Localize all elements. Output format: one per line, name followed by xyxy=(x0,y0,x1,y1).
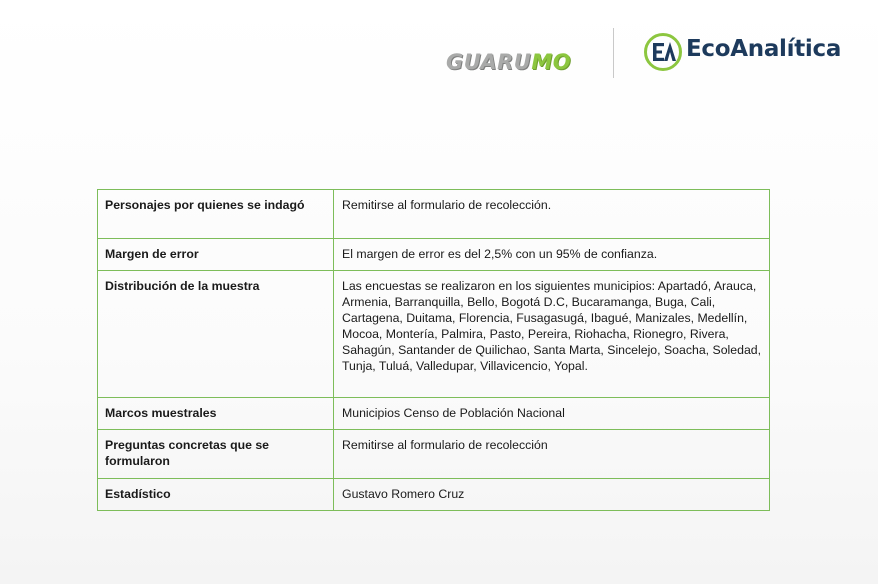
logo-divider xyxy=(613,28,614,78)
ecoanalitica-logo-icon xyxy=(643,32,683,72)
header-logos xyxy=(444,28,844,84)
table-row xyxy=(98,239,770,271)
row-value: Gustavo Romero Cruz xyxy=(334,479,770,511)
guarumo-logo: GUARUMO xyxy=(446,50,572,74)
ecoanalitica-logo-text: EcoAnalítica xyxy=(686,36,842,62)
row-label: Personajes por quienes se indagó xyxy=(98,190,334,239)
row-label: Marcos muestrales xyxy=(98,398,334,430)
table-row xyxy=(98,271,770,398)
row-label: Distribución de la muestra xyxy=(98,271,334,398)
row-value: Remitirse al formulario de recolección. xyxy=(334,190,770,239)
row-value: Remitirse al formulario de recolección xyxy=(334,430,770,479)
table-row xyxy=(98,398,770,430)
row-label: Estadístico xyxy=(98,479,334,511)
survey-info-table xyxy=(97,189,770,511)
row-label: Preguntas concretas que se formularon xyxy=(98,430,334,479)
row-label: Margen de error xyxy=(98,239,334,271)
table-row xyxy=(98,479,770,511)
row-value: El margen de error es del 2,5% con un 95% de confianza. xyxy=(334,239,770,271)
row-value: Las encuestas se realizaron en los siguientes municipios: Apartadó, Arauca, Armenia, Barranquilla, Bello, Bogotá D.C, Bucaramanga, Buga, Cali, Cartagena, Duitama, Florencia, Fusagasugá, Ibagué, Manizales, Medellín, Mocoa, Montería, Palmira, Pasto, Pereira, Riohacha, Rionegro, Rivera, Sahagún, Santander de Quilichao, Santa Marta, Sincelejo, Soacha, Soledad, Tunja, Tuluá, Valledupar, Villavicencio, Yopal. xyxy=(334,271,770,398)
row-value: Municipios Censo de Población Nacional xyxy=(334,398,770,430)
table-row xyxy=(98,190,770,239)
table-row xyxy=(98,430,770,479)
